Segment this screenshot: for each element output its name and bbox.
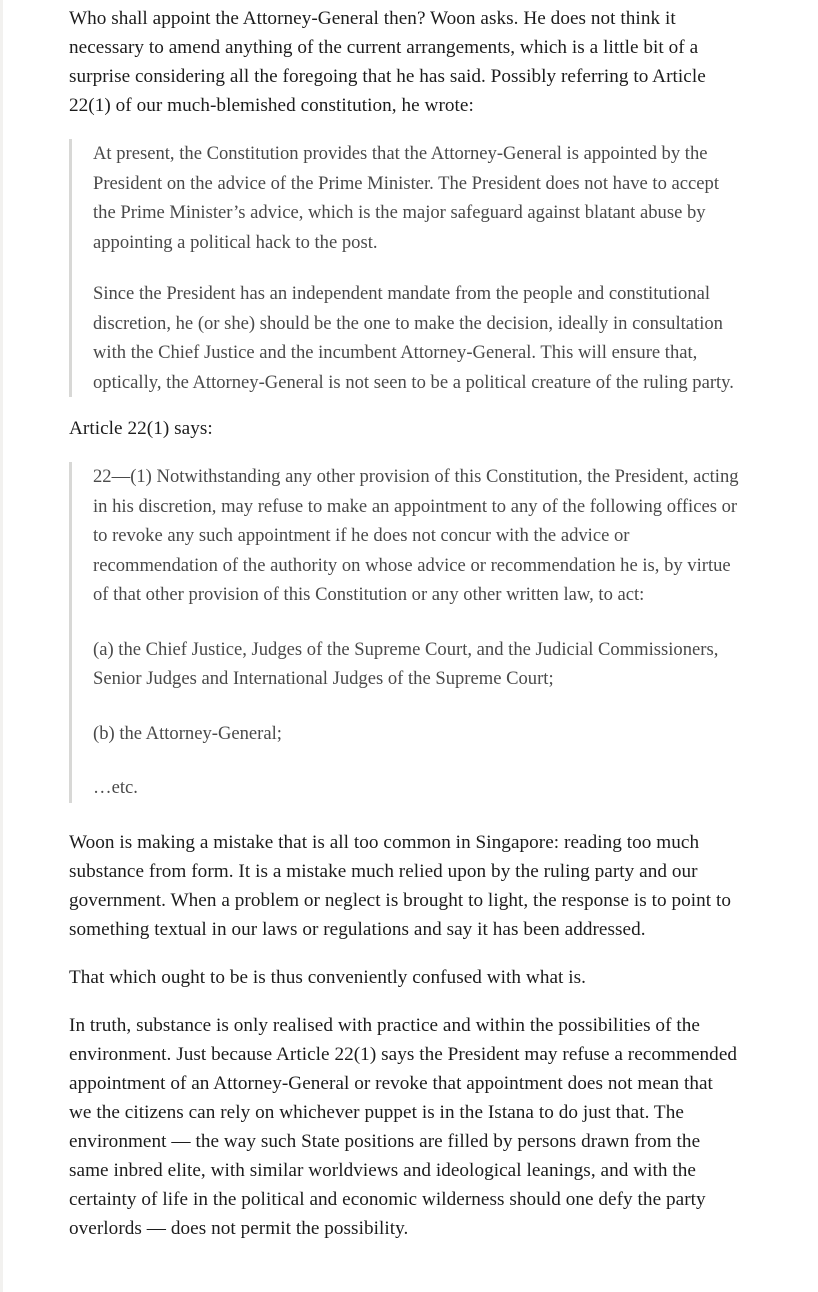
paragraph-article-22-intro: Article 22(1) says: — [69, 418, 213, 439]
statute-clause-main: 22—(1) Notwithstanding any other provision of this Constitution, the President, acting in his discretion, may refuse to make an appointment to any of the following offices or to revoke any such appointment if he does not concur with the advice or recommendation of the authority on whose advice or recommendation he is, by virtue of that other provision of this Constitution or any other written law, to act: — [93, 466, 739, 605]
statute-clause-etc: …etc. — [93, 777, 138, 798]
statute-clause-b: (b) the Attorney-General; — [93, 722, 282, 744]
paragraph-ought-to-be: That which ought to be is thus conveniently confused with what is. — [69, 966, 587, 988]
paragraph-woon-appoint: Who shall appoint the Attorney-General then? Woon asks. He does not think it necessary to amend anything of the current arrangements, which is a little bit of a surprise considering all the foregoing that he has said. Possibly referring to Article 22(1) of our much-blemished constitution, he wrote: — [69, 8, 706, 116]
quote-paragraph: At present, the Constitution provides that the Attorney-General is appointed by the President on the advice of the Prime Minister. The President does not have to accept the Prime Minister’s advice, which is the major safeguard against blatant abuse by appointing a political hack to the post. — [93, 143, 720, 253]
page-left-edge — [0, 0, 3, 1292]
paragraph-woon-mistake: Woon is making a mistake that is all too common in Singapore: reading too much substance from form. It is a mistake much relied upon by the ruling party and our government. When a problem or neglect is brought to light, the response is to point to something textual in our laws or regulations and say it has been addressed. — [69, 831, 732, 940]
quote-paragraph: Since the President has an independent mandate from the people and constitutional discretion, he (or she) should be the one to make the decision, ideally in consultation with the Chief Justice and the incumbent Attorney-General. This will ensure that, optically, the Attorney-General is not seen to be a political creature of the ruling party. — [93, 283, 734, 393]
paragraph-substance-practice: In truth, substance is only realised with practice and within the possibilities of the environment. Just because Article 22(1) says the President may refuse a recommended appointment of an Attorney-General or revoke that appointment does not mean that we the citizens can rely on whichever puppet is in the Istana to do just that. The environment — the way such State positions are filled by persons drawn from the same inbred elite, with similar worldviews and ideological leanings, and with the certainty of life in the political and economic wilderness should one defy the party overlords — does not permit the possibility. — [69, 1014, 738, 1239]
statute-clause-a: (a) the Chief Justice, Judges of the Supreme Court, and the Judicial Commissioners, Senior Judges and International Judges of the Supreme Court; — [93, 638, 719, 689]
blockquote-woon-excerpt — [69, 139, 740, 397]
blockquote-article-22-text — [69, 462, 740, 803]
